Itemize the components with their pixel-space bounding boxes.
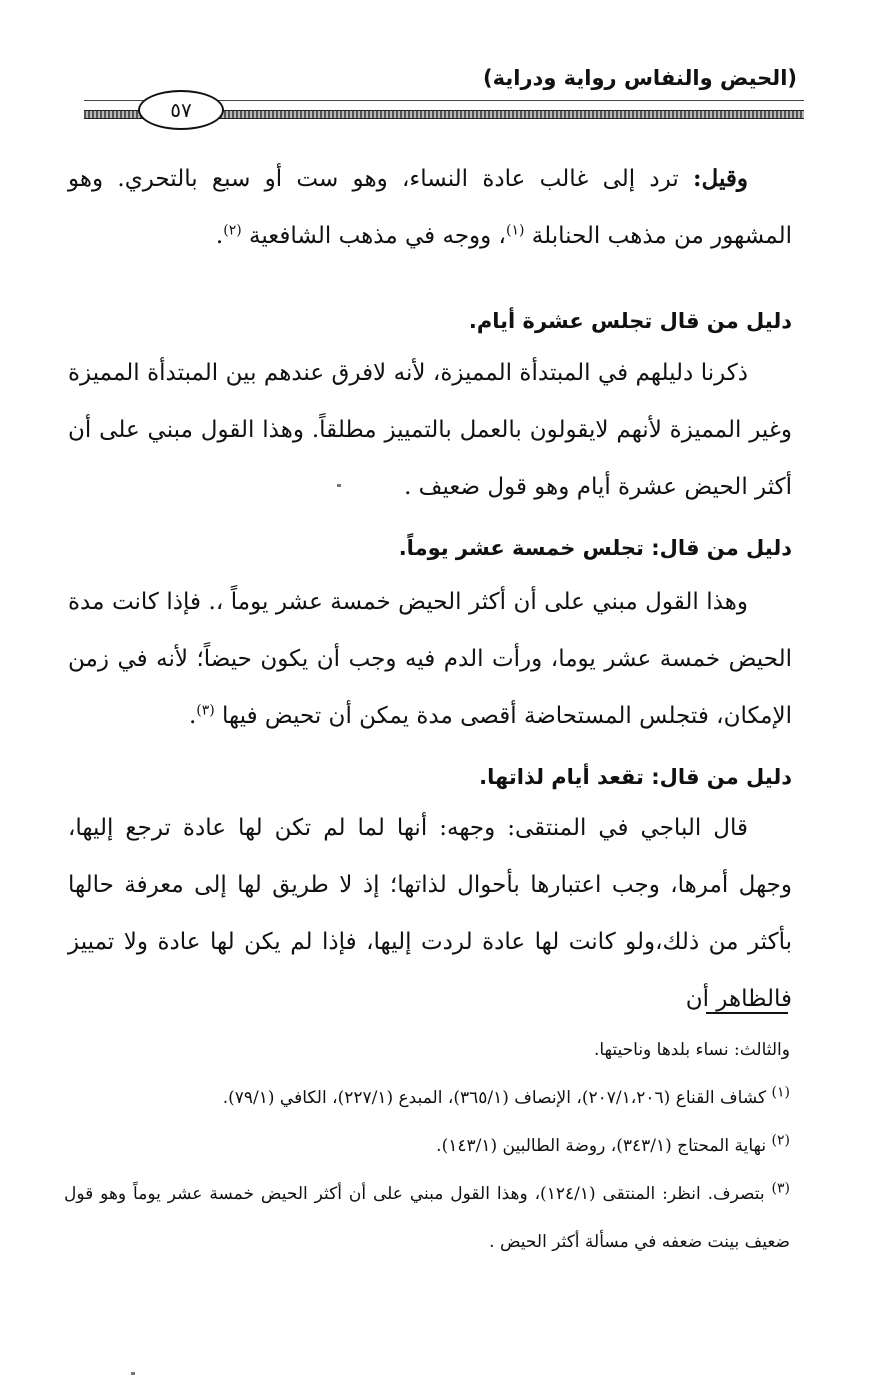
paragraph-3-text-a: وهذا القول مبني على أن أكثر الحيض خمسة عشر يوماً ،. فإذا كانت مدة الحيض خمسة عشر يوما، ورأت الدم فيه وجب أن يكون حيضاً؛ لأنه في زمن الإمكان، فتجلس المستحاضة أقصى مدة يمكن أن تحيض فيها bbox=[68, 589, 792, 729]
footnote-2 bbox=[64, 1122, 790, 1170]
paragraph-1-lead: وقيل: bbox=[693, 165, 748, 192]
paragraph-1-text-b: ، ووجه في مذهب الشافعية bbox=[241, 223, 506, 249]
scan-speck bbox=[337, 484, 341, 487]
footnote-3 bbox=[64, 1170, 790, 1266]
paragraph-1-text-c: . bbox=[215, 223, 224, 249]
paragraph-3-text-b: . bbox=[188, 703, 197, 729]
section-heading-ten-days-text: دليل من قال تجلس عشرة أيام. bbox=[468, 309, 792, 333]
paragraph-2-text: ذكرنا دليلهم في المبتدأة المميزة، لأنه لافرق عندهم بين المبتدأة المميزة وغير المميزة لأنهم لايقولون بالعمل بالتمييز مطلقاً. وهذا القول مبني على أن أكثر الحيض عشرة أيام وهو قول ضعيف . bbox=[68, 360, 792, 500]
footnotes bbox=[64, 1026, 790, 1266]
section-heading-fifteen-days-text: دليل من قال: تجلس خمسة عشر يوماً. bbox=[398, 536, 792, 560]
scan-speck bbox=[131, 1372, 135, 1375]
section-heading-ten-days bbox=[68, 293, 792, 350]
paragraph-2 bbox=[68, 345, 792, 516]
footnote-1-text: كشاف القناع (٢٠٧/١،٢٠٦)، الإنصاف (٣٦٥/١)، المبدع (٢٢٧/١)، الكافي (٧٩/١). bbox=[222, 1088, 772, 1108]
footnote-ref-1[interactable]: (١) bbox=[506, 222, 525, 239]
footnote-3-mark: (٣) bbox=[771, 1180, 790, 1197]
footnote-1-mark: (١) bbox=[771, 1084, 790, 1101]
footnote-2-text: نهاية المحتاج (٣٤٣/١)، روضة الطالبين (١٤٣/١). bbox=[436, 1136, 772, 1156]
footnote-ref-3[interactable]: (٣) bbox=[196, 702, 215, 719]
page-number: ٥٧ bbox=[170, 98, 192, 122]
section-heading-own-days-text: دليل من قال: تقعد أيام لذاتها. bbox=[479, 765, 792, 789]
paragraph-4-text: قال الباجي في المنتقى: وجهه: أنها لما لم تكن لها عادة ترجع إليها، وجهل أمرها، وجب اعتبارها بأحوال لذاتها؛ إذ لا طريق لها إلى معرفة حالها بأكثر من ذلك،ولو كانت لها عادة لردت إليها، فإذا لم يكن لها عادة ولا تمييز فالظاهر أن bbox=[68, 815, 792, 1012]
section-heading-fifteen-days bbox=[68, 520, 792, 577]
footnote-carryover: والثالث: نساء بلدها وناحيتها. bbox=[593, 1040, 790, 1060]
running-header-title: (الحيض والنفاس رواية ودراية) bbox=[483, 66, 797, 90]
paragraph-1 bbox=[68, 150, 792, 265]
footnote-separator bbox=[706, 1012, 788, 1014]
section-heading-own-days bbox=[68, 749, 792, 806]
paragraph-4 bbox=[68, 800, 792, 1028]
footnote-ref-2[interactable]: (٢) bbox=[223, 222, 242, 239]
footnote-1 bbox=[64, 1074, 790, 1122]
page-number-badge bbox=[138, 90, 224, 130]
footnote-3-text: بتصرف. انظر: المنتقى (١٢٤/١)، وهذا القول مبني على أن أكثر الحيض خمسة عشر يوماً وهو قول ضعيف بينت ضعفه في مسألة أكثر الحيض . bbox=[64, 1184, 790, 1252]
footnote-2-mark: (٢) bbox=[771, 1132, 790, 1149]
paragraph-1-text-a: ترد إلى غالب عادة النساء، وهو ست أو سبع بالتحري. وهو المشهور من مذهب الحنابلة bbox=[68, 166, 792, 249]
paragraph-3 bbox=[68, 574, 792, 745]
